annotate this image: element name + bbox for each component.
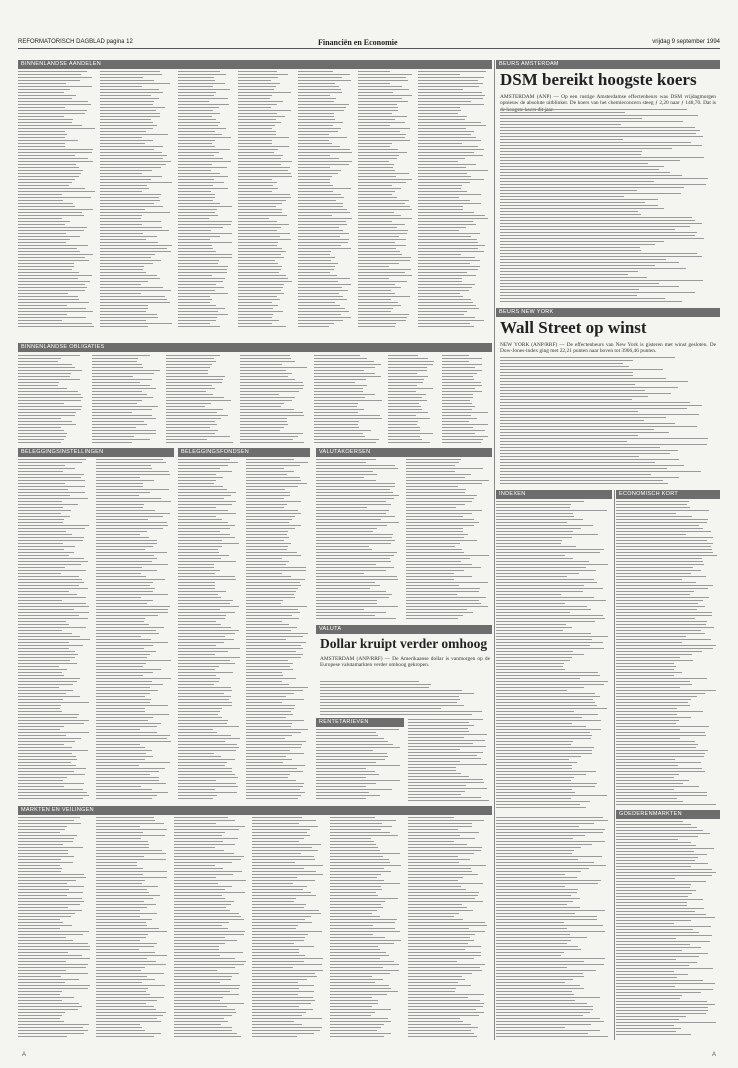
masthead-left: REFORMATORISCH DAGBLAD pagina 12 bbox=[18, 39, 133, 45]
stock-table bbox=[18, 70, 98, 330]
bond-table bbox=[388, 354, 438, 444]
fund-table bbox=[96, 458, 174, 802]
section-beurs-new-york: BEURS NEW YORK bbox=[496, 308, 720, 317]
column-rule bbox=[494, 60, 495, 1040]
market-text bbox=[252, 816, 326, 1038]
section-goederenmarkten: GOEDERENMARKTEN bbox=[616, 810, 720, 819]
index-table bbox=[496, 500, 612, 810]
stock-table bbox=[358, 70, 414, 330]
article-amsterdam-lead: AMSTERDAM (ANP) — Op een rustige Amsterdamse effectenbeurs was DSM vrijdagmorgen opnieuw de absolute uitblinker. De koers van het chemieconcern steeg ƒ 2,20 naar ƒ 148,70. Dat is bbox=[500, 94, 716, 107]
section-binnenlandse-aandelen: BINNENLANDSE AANDELEN bbox=[18, 60, 492, 69]
article-text-block bbox=[320, 680, 490, 716]
article-text-block bbox=[616, 500, 720, 806]
masthead bbox=[18, 38, 720, 49]
bond-table bbox=[92, 354, 162, 444]
masthead-center: Financiën en Economie bbox=[318, 38, 398, 47]
article-text-block bbox=[500, 356, 716, 486]
section-beleggingsfondsen: BELEGGINGSFONDSEN bbox=[178, 448, 310, 457]
section-economisch-kort: ECONOMISCH KORT bbox=[616, 490, 720, 499]
article-valuta-lead: AMSTERDAM (ANP/RRF) — De Amerikaanse dollar is vanmorgen op de Europese valutamarkten verder omhoog gekropen. bbox=[320, 656, 490, 669]
interest-table bbox=[316, 728, 404, 802]
fund-table bbox=[18, 458, 92, 802]
section-markten-en-veilingen: MARKTEN EN VEILINGEN bbox=[18, 806, 492, 815]
bond-table bbox=[314, 354, 384, 444]
section-indexen: INDEXEN bbox=[496, 490, 612, 499]
article-newyork-lead: NEW YORK (ANP/RRF) — De effectenbeurs van New York is gisteren met winst gesloten. De Dow-Jones-index ging met 22,21 punten naar boven tot 3906,46 punten. bbox=[500, 342, 716, 355]
section-beurs-amsterdam: BEURS AMSTERDAM bbox=[496, 60, 720, 69]
commodity-table bbox=[616, 820, 720, 1038]
bond-table bbox=[166, 354, 236, 444]
stock-table bbox=[100, 70, 175, 330]
bond-table bbox=[18, 354, 88, 444]
currency-table bbox=[316, 458, 402, 622]
market-text bbox=[330, 816, 404, 1038]
stock-table bbox=[238, 70, 294, 330]
section-valutakoersen: VALUTAKOERSEN bbox=[316, 448, 492, 457]
headline-dollar: Dollar kruipt verder omhoog bbox=[320, 636, 488, 651]
bond-table bbox=[442, 354, 490, 444]
masthead-right: vrijdag 9 september 1994 bbox=[652, 39, 720, 45]
market-text bbox=[408, 816, 490, 1038]
fund-table bbox=[246, 458, 310, 802]
column-rule bbox=[614, 490, 615, 1040]
headline-wall-street: Wall Street op winst bbox=[500, 318, 647, 337]
market-text bbox=[96, 816, 170, 1038]
stock-table bbox=[298, 70, 354, 330]
stock-table bbox=[178, 70, 234, 330]
market-text bbox=[18, 816, 92, 1038]
market-text bbox=[174, 816, 248, 1038]
market-text bbox=[496, 816, 612, 1038]
article-text-block bbox=[500, 108, 716, 304]
section-beleggingsinstellingen: BELEGGINGSINSTELLINGEN bbox=[18, 448, 174, 457]
section-valuta: VALUTA bbox=[316, 625, 492, 634]
footer-mark-right: A bbox=[712, 1052, 717, 1058]
section-binnenlandse-obligaties: BINNENLANDSE OBLIGATIES bbox=[18, 343, 492, 352]
section-rentetarieven: RENTETARIEVEN bbox=[316, 718, 404, 727]
article-text-block bbox=[408, 718, 492, 802]
footer-mark-left: A bbox=[22, 1052, 27, 1058]
fund-table bbox=[178, 458, 242, 802]
headline-dsm: DSM bereikt hoogste koers bbox=[500, 70, 697, 89]
bond-table bbox=[240, 354, 310, 444]
stock-table bbox=[418, 70, 490, 330]
currency-table bbox=[406, 458, 492, 622]
